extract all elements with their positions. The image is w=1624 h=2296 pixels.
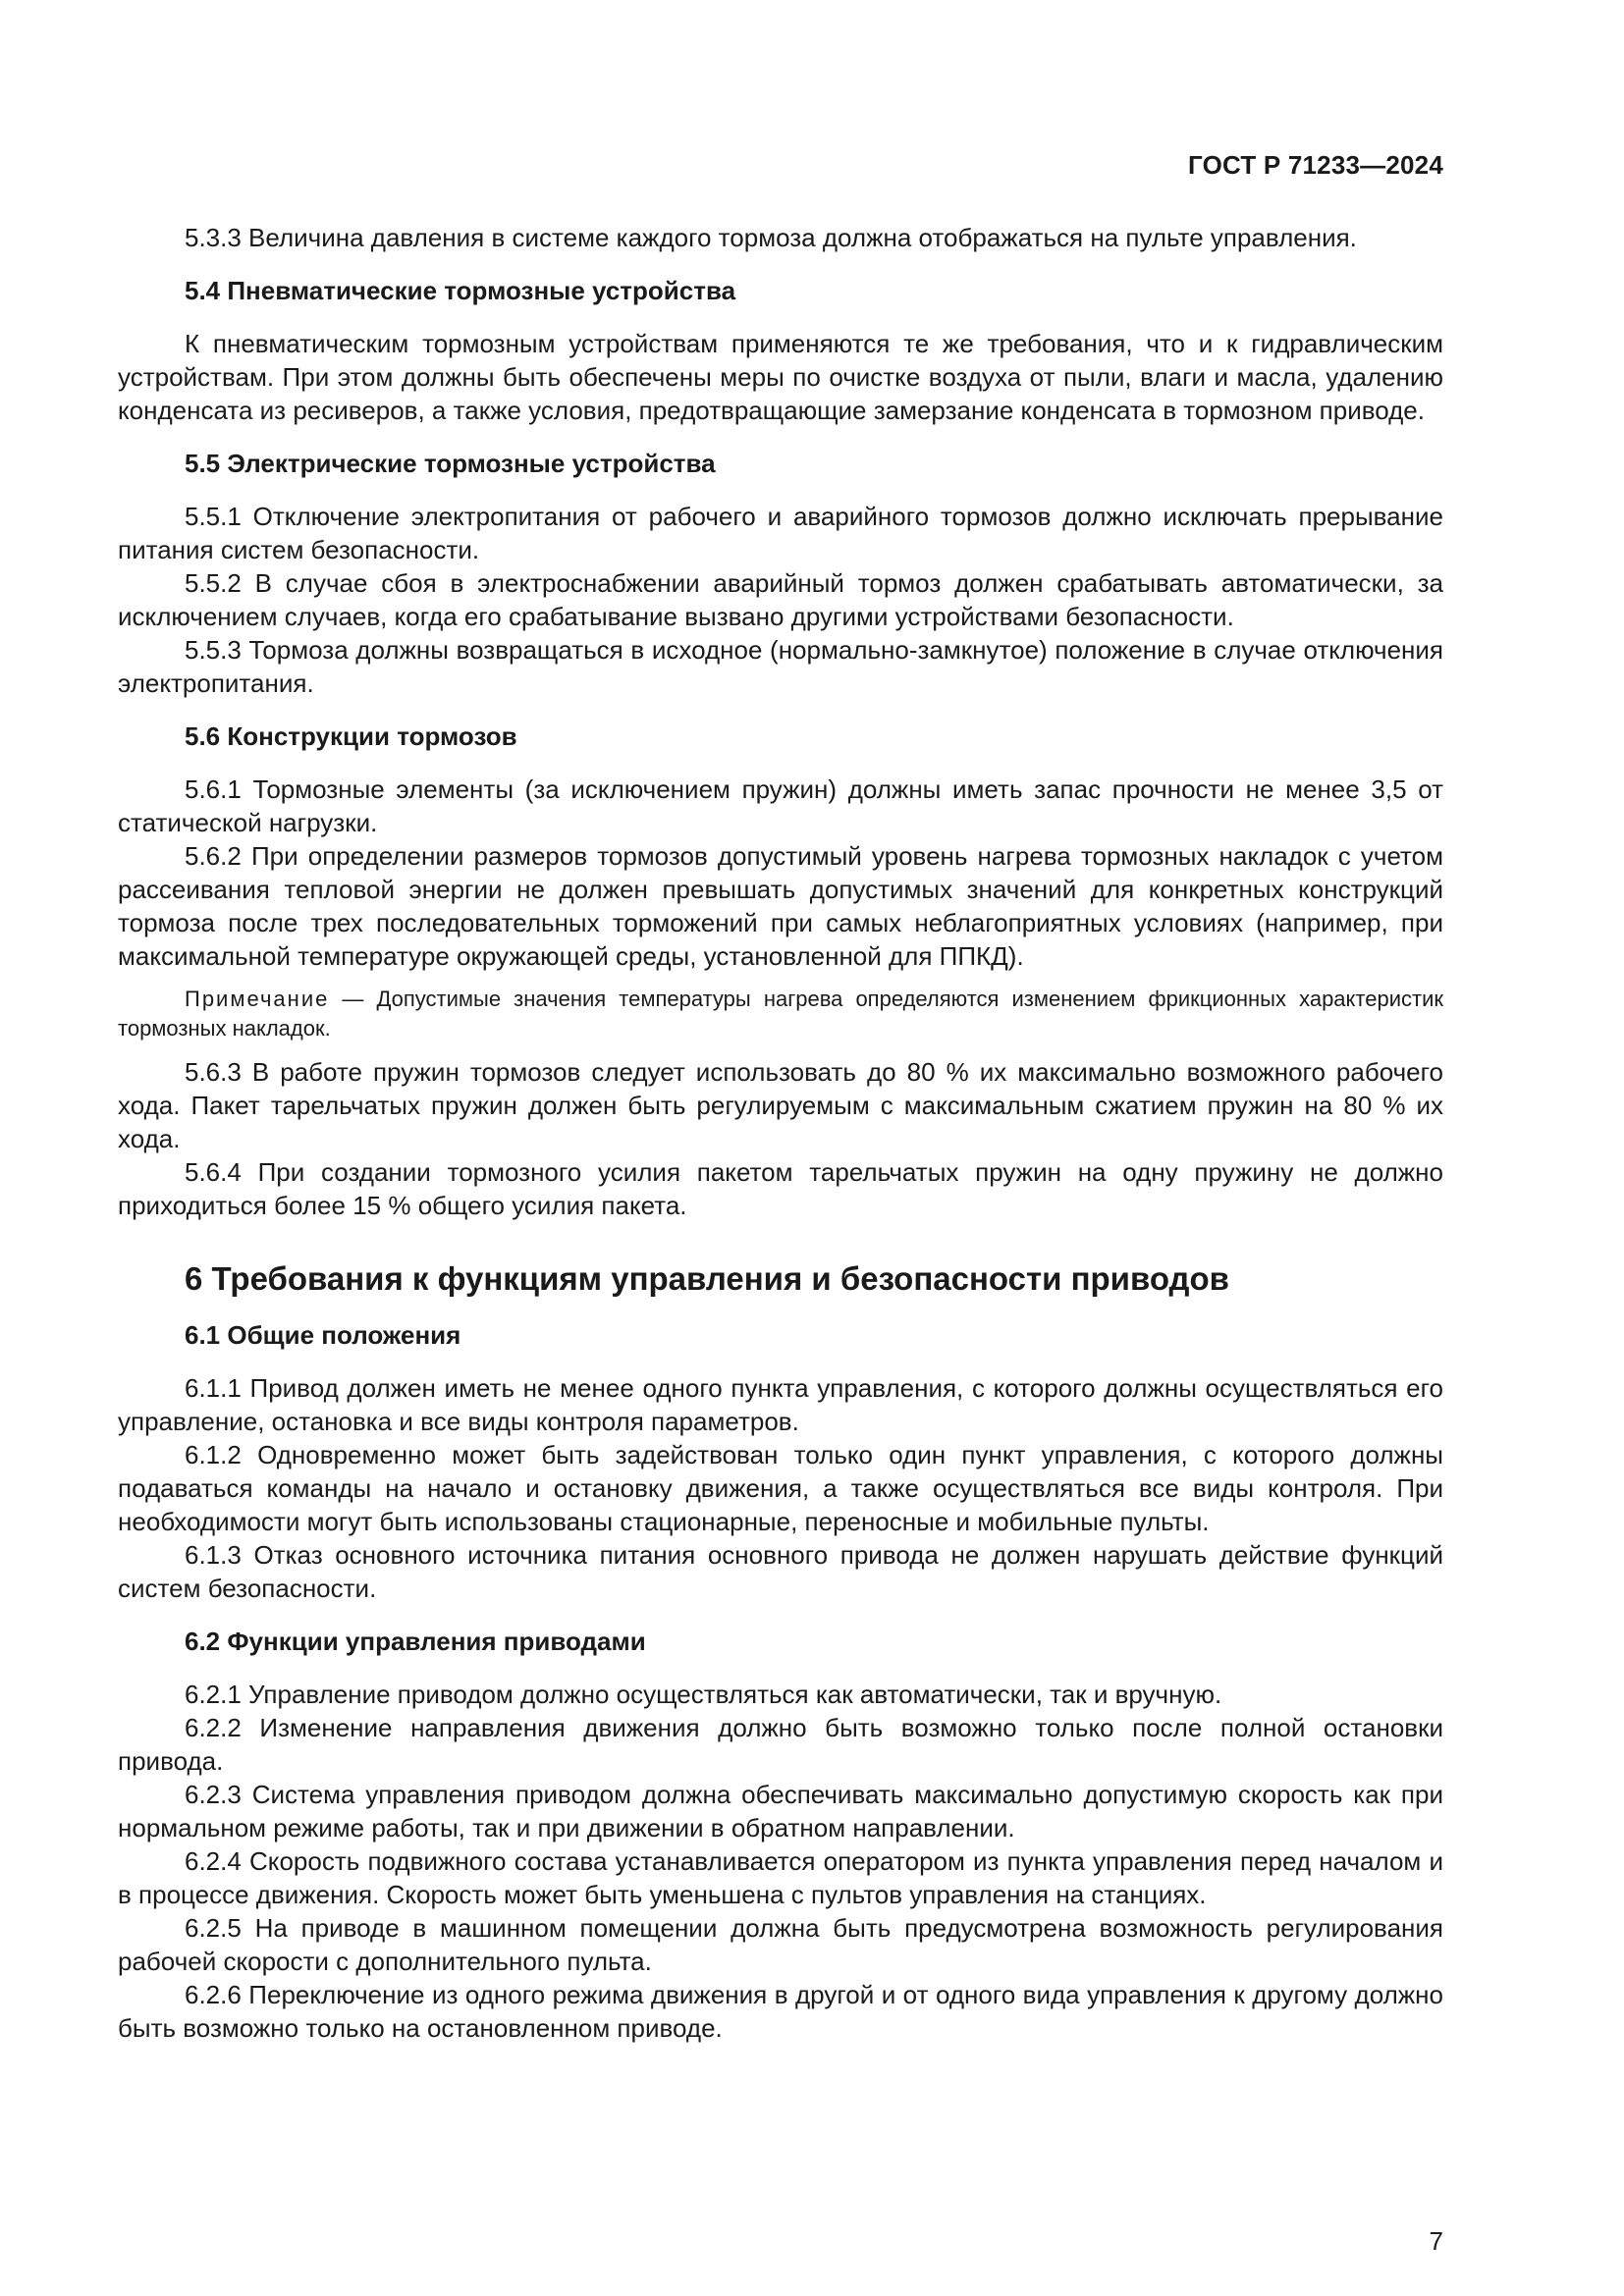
paragraph-6-1-1: 6.1.1 Привод должен иметь не менее одного пункта управления, с которого должны осуществляться его управление, остановка и все виды контроля параметров. bbox=[118, 1373, 1443, 1436]
paragraph-5-3-3: 5.3.3 Величина давления в системе каждого тормоза должна отображаться на пульте управления. bbox=[185, 223, 1357, 252]
heading-section-6: 6 Требования к функциям управления и безопасности приводов bbox=[185, 1260, 1229, 1297]
document-header: ГОСТ Р 71233—2024 bbox=[1188, 150, 1443, 180]
note bbox=[118, 985, 1443, 1043]
heading-6-1: 6.1 Общие положения bbox=[185, 1320, 461, 1350]
paragraph-6-2-1: 6.2.1 Управление приводом должно осуществляться как автоматически, так и вручную. bbox=[185, 1680, 1222, 1709]
paragraph-6-2-3: 6.2.3 Система управления приводом должна обеспечивать максимально допустимую скорость как при нормальном режиме работы, так и при движении в обратном направлении. bbox=[118, 1780, 1443, 1842]
paragraph-5-4: К пневматическим тормозным устройствам применяются те же требования, что и к гидравлическим устройствам. При этом должны быть обеспечены меры по очистке воздуха от пыли, влаги и масла, удалению конденсата из ресиверов, а также условия, предотвращающие замерзание конденсата в тормозном приводе. bbox=[118, 329, 1443, 425]
paragraph-6-2-4: 6.2.4 Скорость подвижного состава устанавливается оператором из пункта управления перед началом и в процессе движения. Скорость может быть уменьшена с пультов управления на станциях. bbox=[118, 1846, 1443, 1909]
paragraph-6-2-6: 6.2.6 Переключение из одного режима движения в другой и от одного вида управления к другому должно быть возможно только на остановленном приводе. bbox=[118, 1980, 1443, 2043]
paragraph-5-6-1: 5.6.1 Тормозные элементы (за исключением пружин) должны иметь запас прочности не менее 3,5 от статической нагрузки. bbox=[118, 774, 1443, 837]
paragraph-5-6-3: 5.6.3 В работе пружин тормозов следует использовать до 80 % их максимально возможного рабочего хода. Пакет тарельчатых пружин должен быть регулируемым с максимальным сжатием пружин на 80 % их хода. bbox=[118, 1057, 1443, 1153]
paragraph-5-6-4: 5.6.4 При создании тормозного усилия пакетом тарельчатых пружин на одну пружину не должно приходиться более 15 % общего усилия пакета. bbox=[118, 1157, 1443, 1220]
heading-5-6: 5.6 Конструкции тормозов bbox=[185, 721, 517, 751]
heading-5-4: 5.4 Пневматические тормозные устройства bbox=[185, 276, 736, 305]
document-body bbox=[118, 221, 1443, 2045]
note-label: Примечание bbox=[185, 987, 330, 1011]
heading-6-2: 6.2 Функции управления приводами bbox=[185, 1627, 646, 1656]
paragraph-6-2-5: 6.2.5 На приводе в машинном помещении должна быть предусмотрена возможность регулирования рабочей скорости с дополнительного пульта. bbox=[118, 1913, 1443, 1976]
paragraph-5-5-3: 5.5.3 Тормоза должны возвращаться в исходное (нормально-замкнутое) положение в случае отключения электропитания. bbox=[118, 635, 1443, 698]
note-text: — Допустимые значения температуры нагрева определяются изменением фрикционных характеристик тормозных накладок. bbox=[118, 987, 1443, 1041]
paragraph-5-5-2: 5.5.2 В случае сбоя в электроснабжении аварийный тормоз должен срабатывать автоматически, за исключением случаев, когда его срабатывание вызвано другими устройствами безопасности. bbox=[118, 568, 1443, 631]
paragraph-6-1-2: 6.1.2 Одновременно может быть задействован только один пункт управления, с которого должны подаваться команды на начало и остановку движения, а также осуществляться все виды контроля. При необходимости могут быть использованы стационарные, переносные и мобильные пульты. bbox=[118, 1440, 1443, 1536]
paragraph-5-5-1: 5.5.1 Отключение электропитания от рабочего и аварийного тормозов должно исключать прерывание питания систем безопасности. bbox=[118, 502, 1443, 564]
paragraph-6-2-2: 6.2.2 Изменение направления движения должно быть возможно только после полной остановки привода. bbox=[118, 1713, 1443, 1776]
paragraph-5-6-2: 5.6.2 При определении размеров тормозов допустимый уровень нагрева тормозных накладок с учетом рассеивания тепловой энергии не должен превышать допустимых значений для конкретных конструкций тормоза после трех последовательных торможений при самых неблагоприятных условиях (например, при максимальной температуре окружающей среды, установленной для ППКД). bbox=[118, 841, 1443, 971]
paragraph-6-1-3: 6.1.3 Отказ основного источника питания основного привода не должен нарушать действие функций систем безопасности. bbox=[118, 1540, 1443, 1603]
heading-5-5: 5.5 Электрические тормозные устройства bbox=[185, 449, 716, 478]
page-number: 7 bbox=[1429, 2226, 1443, 2256]
